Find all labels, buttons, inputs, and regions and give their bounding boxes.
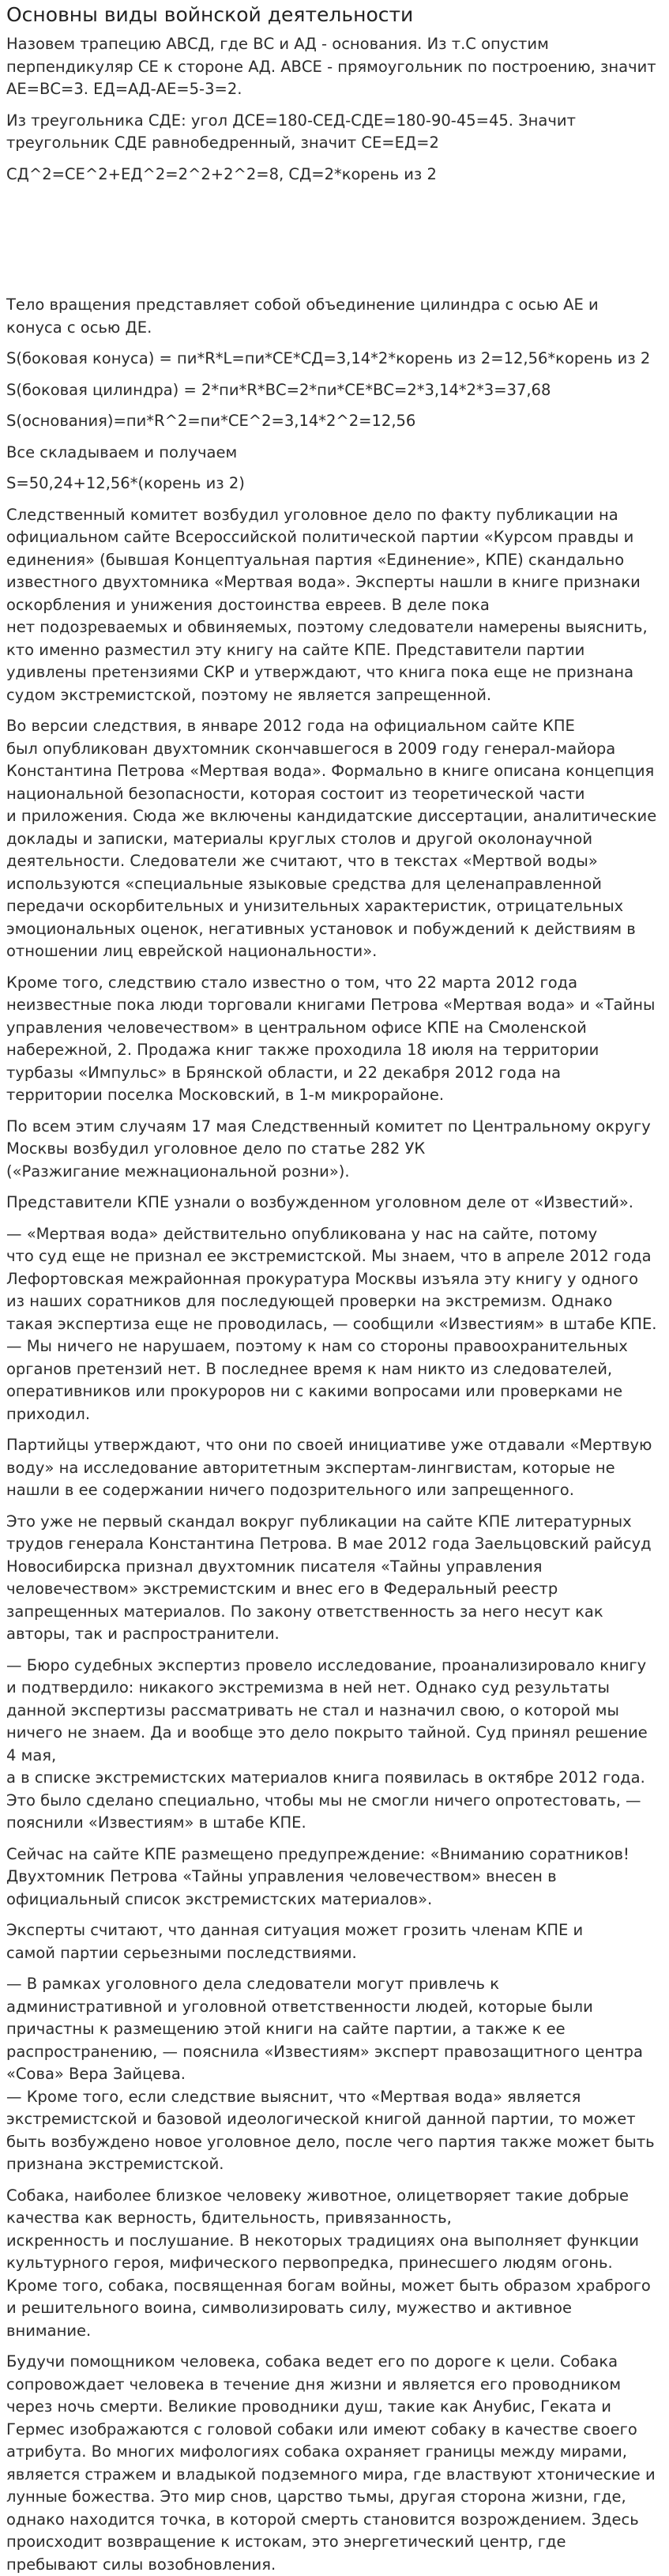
article-paragraph-3: Кроме того, следствию стало известно о том, что 22 марта 2012 года неизвестные пока люди торговали книгами Петрова «Мертвая вода» и «Тайны управления человечеством» в центральном офисе КПЕ на Смоленской набережной, 2. Продажа книг также проходила 18 июля на территории турбазы «Импульс» в Брянской области, и 22 декабря 2012 года на территории поселка Московский, в 1-м микрорайоне.	[6, 972, 658, 1107]
article-paragraph-9: — Бюро судебных экспертиз провело исследование, проанализировало книгу и подтвердило: никакого экстремизма в ней нет. Однако суд результаты данной экспертизы рассматривать не стал и назначил свою, о которой мы ничего не знаем. Да и вообще это дело покрыто тайной. Суд принял решение 4 мая, а в списке экстремистских материалов книга появилась в октябре 2012 года. Это было сделано специально, чтобы мы не смогли ничего опротестовать, — пояснили «Известиям» в штабе КПЕ.	[6, 1655, 658, 1835]
article-paragraph-12: — В рамках уголовного дела следователи могут привлечь к административной и уголовной ответственности людей, которые были причастны к размещению этой книги на сайте партии, а также к ее распространению, — пояснила «Известиям» эксперт правозащитного центра «Сова» Вера Зайцева. — Кроме того, если следствие выяснит, что «Мертвая вода» является экстремистской и базовой идеологической книгой данной партии, то может быть возбуждено новое уголовное дело, после чего партия также может быть признана экстремистской.	[6, 1973, 658, 2176]
math-paragraph-2: Из треугольника СДЕ: угол ДСЕ=180-СЕД-СДЕ=180-90-45=45. Значит треугольник СДЕ равнобедренный, значит СЕ=ЕД=2	[6, 110, 658, 155]
page-title: Основны виды войнской деятельности	[6, 3, 658, 27]
rotation-paragraph-5: Все складываем и получаем	[6, 442, 658, 465]
article-paragraph-7: Партийцы утверждают, что они по своей инициативе уже отдавали «Мертвую воду» на исследование авторитетным экспертам-лингвистам, которые не нашли в ее содержании ничего подозрительного или запрещенного.	[6, 1434, 658, 1502]
rotation-paragraph-6: S=50,24+12,56*(корень из 2)	[6, 473, 658, 495]
rotation-paragraph-3: S(боковая цилиндра) = 2*пи*R*ВС=2*пи*СЕ*ВС=2*3,14*2*3=37,68	[6, 379, 658, 402]
article-paragraph-1: Следственный комитет возбудил уголовное дело по факту публикации на официальном сайте Всероссийской политической партии «Курсом правды и единения» (бывшая Концептуальная партия «Единение», КПЕ) скандально известного двухтомника «Мертвая вода». Эксперты нашли в книге признаки оскорбления и унижения достоинства евреев. В деле пока нет подозреваемых и обвиняемых, поэтому следователи намерены выяснить, кто именно разместил эту книгу на сайте КПЕ. Представители партии удивлены претензиями СКР и утверждают, что книга пока еще не признана судом экстремистской, поэтому не является запрещенной.	[6, 504, 658, 707]
rotation-paragraph-1: Тело вращения представляет собой объединение цилиндра с осью АЕ и конуса с осью ДЕ.	[6, 294, 658, 339]
math-paragraph-1: Назовем трапецию АВСД, где ВС и АД - основания. Из т.С опустим перпендикуляр СЕ к стороне АД. АВСЕ - прямоугольник по построению, значит АЕ=ВС=3. ЕД=АД-АЕ=5-3=2.	[6, 33, 658, 101]
rotation-paragraph-4: S(основания)=пи*R^2=пи*СЕ^2=3,14*2^2=12,56	[6, 410, 658, 433]
article-paragraph-10: Сейчас на сайте КПЕ размещено предупреждение: «Вниманию соратников! Двухтомник Петрова «Тайны управления человечеством» внесен в официальный список экстремистских материалов».	[6, 1843, 658, 1911]
article-paragraph-5: Представители КПЕ узнали о возбужденном уголовном деле от «Известий».	[6, 1192, 658, 1215]
rotation-paragraph-2: S(боковая конуса) = пи*R*L=пи*СЕ*СД=3,14*2*корень из 2=12,56*корень из 2	[6, 348, 658, 371]
article-paragraph-6: — «Мертвая вода» действительно опубликована у нас на сайте, потому что суд еще не признал ее экстремистской. Мы знаем, что в апреле 2012 года Лефортовская межрайонная прокуратура Москвы изъяла эту книгу у одного из наших соратников для последующей проверки на экстремизм. Однако такая экспертиза еще не проводилась, — сообщили «Известиям» в штабе КПЕ. — Мы ничего не нарушаем, поэтому к нам со стороны правоохранительных органов претензий нет. В последнее время к нам никто из следователей, оперативников или прокуроров ни с какими вопросами или проверками не приходил.	[6, 1223, 658, 1426]
document-page	[0, 3, 669, 2480]
article-paragraph-2: Во версии следствия, в январе 2012 года на официальном сайте КПЕ был опубликован двухтомник скончавшегося в 2009 году генерал-майора Константина Петрова «Мертвая вода». Формально в книге описана концепция национальной безопасности, которая состоит из теоретической части и приложения. Сюда же включены кандидатские диссертации, аналитические доклады и записки, материалы круглых столов и другой околонаучной деятельности. Следователи же считают, что в текстах «Мертвой воды» используются «специальные языковые средства для целенаправленной передачи оскорбительных и унизительных характеристик, отрицательных эмоциональных оценок, негативных установок и побуждений к действиям в отношении лиц еврейской национальности».	[6, 715, 658, 963]
article-paragraph-4: По всем этим случаям 17 мая Следственный комитет по Центральному округу Москвы возбудил уголовное дело по статье 282 УК («Разжигание межнациональной розни»).	[6, 1116, 658, 1184]
article-paragraph-13: Собака, наиболее близкое человеку животное, олицетворяет такие добрые качества как верность, бдительность, привязанность, искренность и послушание. В некоторых традициях она выполняет функции культурного героя, мифического первопредка, принесшего людям огонь. Кроме того, собака, посвященная богам войны, может быть образом храброго и решительного воина, символизировать силу, мужество и активное внимание.	[6, 2185, 658, 2343]
article-body	[6, 504, 658, 2576]
math-paragraph-3: СД^2=СЕ^2+ЕД^2=2^2+2^2=8, СД=2*корень из 2	[6, 164, 658, 186]
article-paragraph-11: Эксперты считают, что данная ситуация может грозить членам КПЕ и самой партии серьезными последствиями.	[6, 1919, 658, 1964]
article-paragraph-8: Это уже не первый скандал вокруг публикации на сайте КПЕ литературных трудов генерала Константина Петрова. В мае 2012 года Заельцовский райсуд Новосибирска признал двухтомник писателя «Тайны управления человечеством» экстремистским и внес его в Федеральный реестр запрещенных материалов. По закону ответственность за него несут как авторы, так и распространители.	[6, 1511, 658, 1646]
article-paragraph-14: Будучи помощником человека, собака ведет его по дороге к цели. Собака сопровождает человека в течение дня жизни и является его проводником через ночь смерти. Великие проводники душ, такие как Анубис, Геката и Гермес изображаются с головой собаки или имеют собаку в качестве своего атрибута. Во многих мифологиях собака охраняет границы между мирами, является стражем и владыкой подземного мира, где властвуют хтонические и лунные божества. Это мир снов, царство тьмы, другая сторона жизни, где, однако находится точка, в которой смерть становится возрождением. Здесь происходит возвращение к истокам, это энергетический центр, где пребывают силы возобновления.	[6, 2351, 658, 2576]
rotation-solution	[6, 294, 658, 495]
blank-gap	[6, 194, 658, 294]
math-solution	[6, 33, 658, 186]
